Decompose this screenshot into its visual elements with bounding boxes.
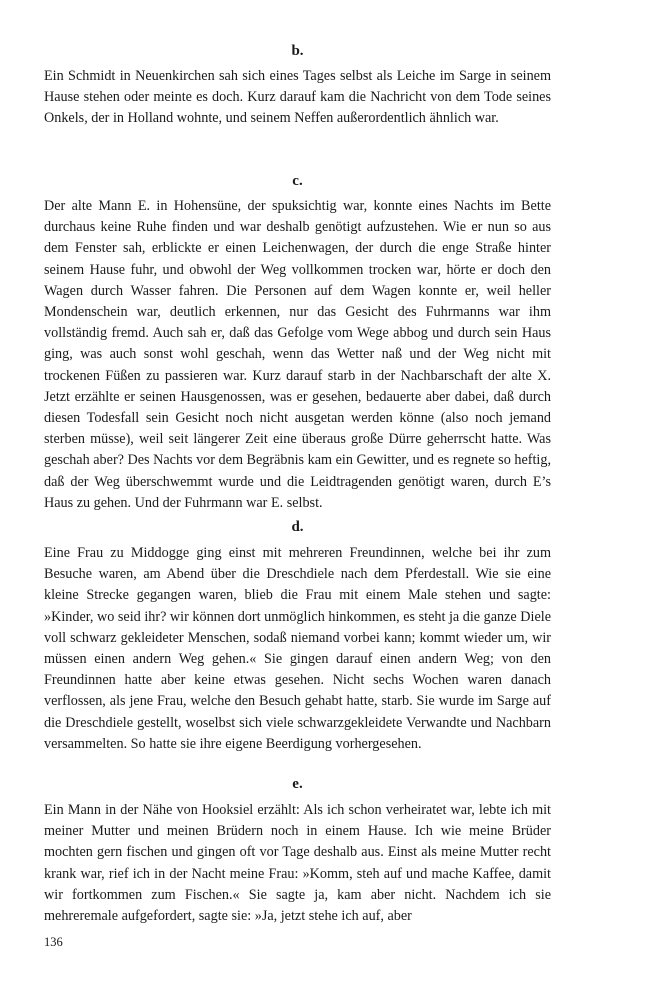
section-heading-d: d.: [291, 519, 304, 535]
section-text-e: Ein Mann in der Nähe von Hooksiel erzählt: Als ich schon verheiratet war, lebte ich mit meiner Mutter und meinen Brüdern noch in einem Hause. Ich wie meine Brüder mochten gern fischen und gingen oft vor Tage deshalb aus. Einst als meine Mutter recht krank war, rief ich in der Nacht meine Frau: »Komm, steh auf und mache Kaffee, damit wir fortkommen zum Fischen.« Sie sagte ja, kam aber nicht. Nachdem ich sie mehreremale aufgefordert, sagte sie: »Ja, jetzt stehe ich auf, aber: [44, 802, 551, 925]
page-number: 136: [44, 935, 63, 949]
section-text-b: Ein Schmidt in Neuenkirchen sah sich eines Tages selbst als Leiche im Sarge in seinem Hause stehen oder meinte es doch. Kurz darauf kam die Nachricht von dem Tode seines Onkels, der in Holland wohnte, und seinem Neffen außerordentlich ähnlich war.: [44, 68, 551, 127]
section-heading-b: b.: [291, 43, 304, 59]
section-heading-c: c.: [292, 173, 303, 189]
section-heading-e: e.: [292, 776, 303, 792]
section-text-d: Eine Frau zu Middogge ging einst mit mehreren Freundinnen, welche bei ihr zum Besuche waren, am Abend über die Dreschdiele nach dem Pferdestall. Wie sie eine kleine Strecke gegangen waren, blieb die Frau mit einem Male stehen und sagte: »Kinder, wo seid ihr? wir können dort unmöglich hinkommen, es steht ja die ganze Diele voll schwarz gekleideter Menschen, sodaß niemand vorbei kann; kommt wieder um, wir müssen einen andern Weg gehen.« Sie gingen darauf einen andern Weg; von den Freundinnen hatte aber keine etwas gesehen. Nicht sechs Wochen waren danach verflossen, als jene Frau, welche den Besuch gehabt hatte, starb. Sie wurde im Sarge auf die Dreschdiele gestellt, woselbst sich viele schwarzgekleidete Verwandte und Nachbarn versammelten. So hatte sie ihre eigene Beerdigung vorhergesehen.: [44, 545, 551, 752]
section-text-c: Der alte Mann E. in Hohensüne, der spuksichtig war, konnte eines Nachts im Bette durchaus keine Ruhe finden und war deshalb genötigt aufzustehen. Wie er nun so aus dem Fenster sah, erblickte er einen Leichenwagen, der durch die enge Straße hinter seinem Hause fuhr, und obwohl der Weg vollkommen trocken war, hörte er doch den Wagen durch Wasser fahren. Die Personen auf dem Wagen konnte er, weil heller Mondenschein war, deutlich erkennen, nur das Gesicht des Fuhrmanns war ihm vollständig fremd. Auch sah er, daß das Gefolge vom Wege abbog und durch sein Haus ging, was auch sonst wohl geschah, wenn das Wetter naß und der Weg nicht mit trockenen Füßen zu passieren war. Kurz darauf starb in der Nachbarschaft der alte X. Jetzt erzählte er seinen Hausgenossen, was er gesehen, bedauerte aber dabei, daß durch diesen Todesfall sein Gesicht noch nicht ausgetan werden könne (also noch jemand sterben müsse), weil seit längerer Zeit eine überaus große Dürre geherrscht hatte. Was geschah aber? Des Nachts vor dem Begräbnis kam ein Gewitter, und es regnete so heftig, daß der Weg überschwemmt wurde und die Leidtragenden genötigt waren, durch E’s Haus zu gehen. Und der Fuhrmann war E. selbst.: [44, 198, 551, 511]
